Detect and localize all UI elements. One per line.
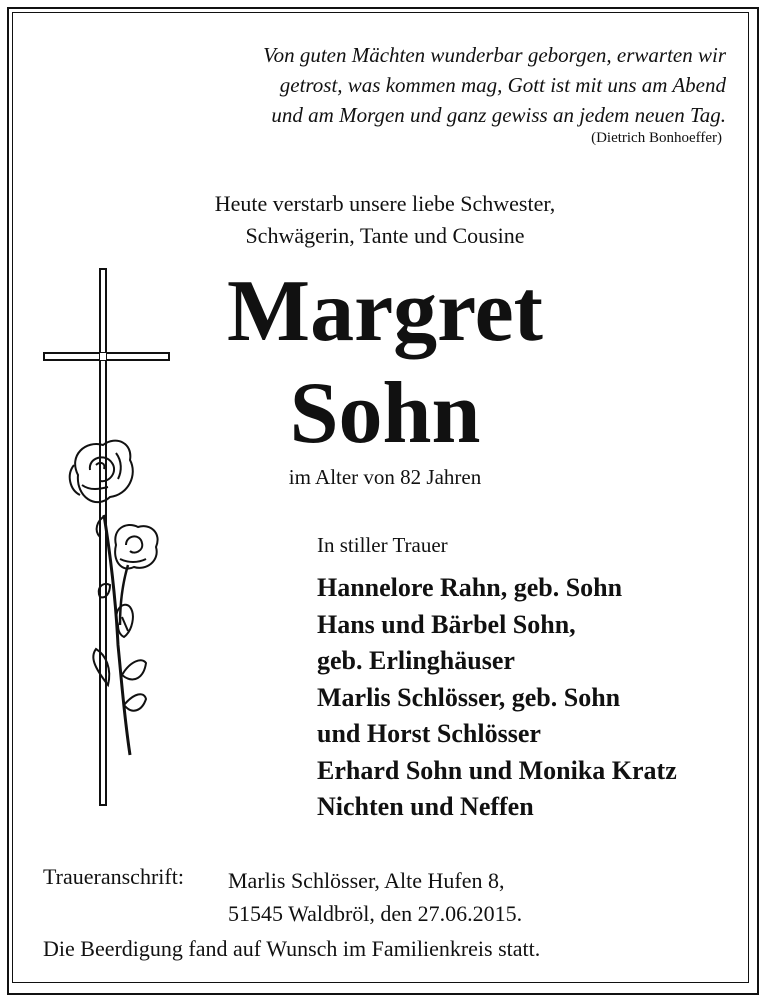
quote-line: Von guten Mächten wunderbar geborgen, erwarten wir [263,43,726,67]
mourner-line: Erhard Sohn und Monika Kratz [317,755,677,785]
mourner-line: und Horst Schlösser [317,719,541,748]
mourner-line: Nichten und Neffen [317,792,534,821]
mourner-line: Hans und Bärbel Sohn, [317,609,576,639]
quote-author: (Dietrich Bonhoeffer) [591,130,722,146]
quote-line: getrost, was kommen mag, Gott ist mit uns am Abend [279,73,726,97]
deceased-last-name: Sohn [289,365,481,462]
funeral-note: Die Beerdigung fand auf Wunsch im Familienkreis statt. [43,936,541,961]
mourning-intro: In stiller Trauer [317,533,448,557]
mourner-line: Marlis Schlösser, geb. Sohn [317,682,621,712]
address-label: Traueranschrift: [43,864,184,889]
mourning-address [228,864,522,930]
address-line: Marlis Schlösser, Alte Hufen 8, [228,868,505,893]
bible-quote [186,40,726,130]
mourner-line: Hannelore Rahn, geb. Sohn [317,573,623,602]
intro-line: Schwägerin, Tante und Cousine [245,223,525,248]
cross-with-roses-icon [38,265,178,810]
quote-line: und am Morgen und ganz gewiss an jedem neuen Tag. [271,103,726,127]
deceased-age: im Alter von 82 Jahren [288,465,482,489]
mourner-line: geb. Erlinghäuser [317,646,515,675]
announcement-intro [120,188,650,252]
address-line: 51545 Waldbröl, den 27.06.2015. [228,901,523,926]
deceased-first-name: Margret [227,263,543,360]
mourners-list [317,570,677,826]
intro-line: Heute verstarb unsere liebe Schwester, [214,191,556,216]
